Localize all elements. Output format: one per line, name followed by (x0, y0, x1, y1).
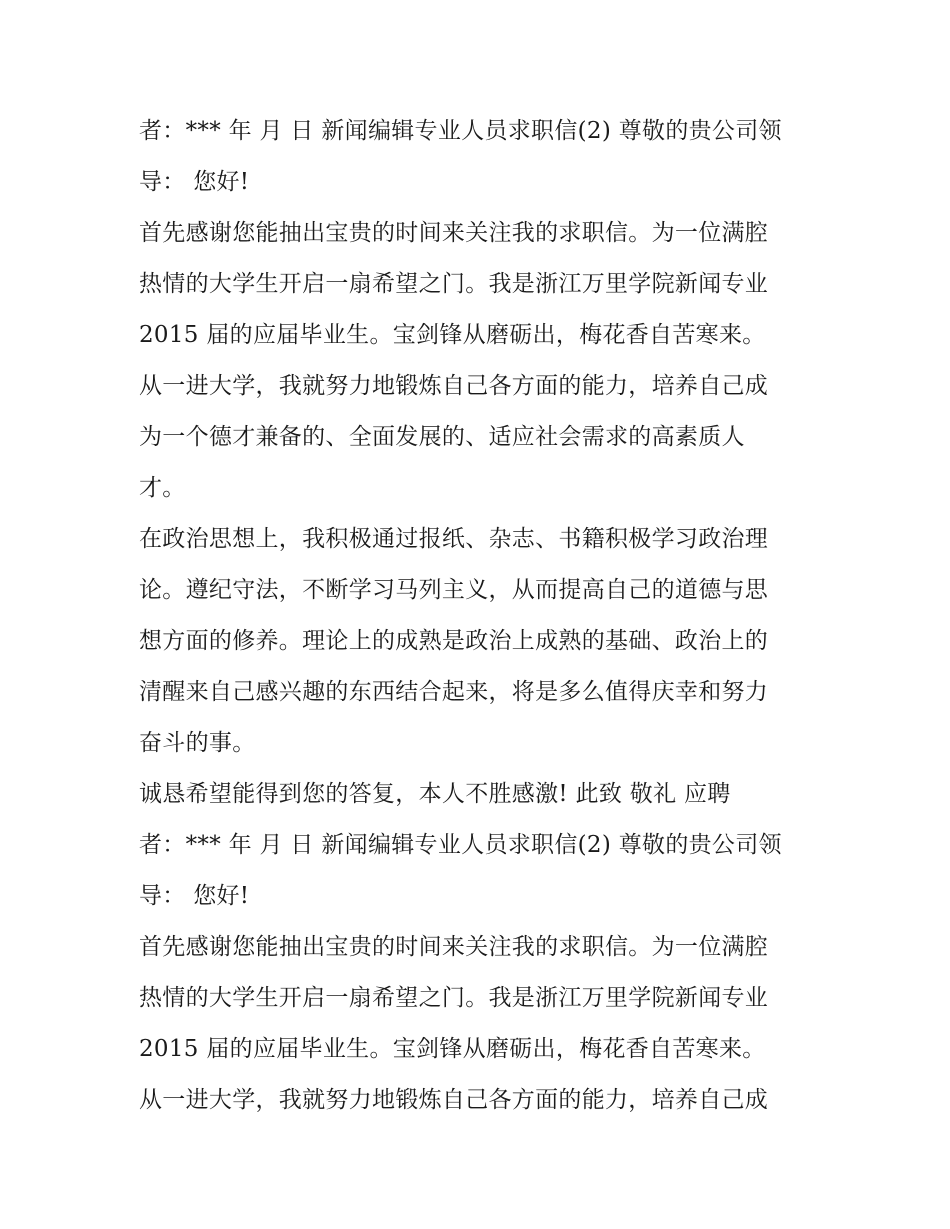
text-line: 首先感谢您能抽出宝贵的时间来关注我的求职信。为一位满腔 (139, 220, 769, 246)
text-line: 才。 (139, 475, 186, 501)
text-line: 奋斗的事。 (139, 730, 256, 756)
text-line: 者：*** 年 月 日 新闻编辑专业人员求职信(2) 尊敬的贵公司领 (139, 832, 782, 858)
text-line: 为一个德才兼备的、全面发展的、适应社会需求的高素质人 (139, 424, 745, 450)
text-line: 导： 您好! (139, 883, 250, 909)
text-line: 导： 您好! (139, 169, 250, 195)
text-line: 2015 届的应届毕业生。宝剑锋从磨砺出，梅花香自苦寒来。 (139, 322, 766, 348)
text-line: 者：*** 年 月 日 新闻编辑专业人员求职信(2) 尊敬的贵公司领 (139, 118, 782, 144)
text-line: 想方面的修养。理论上的成熟是政治上成熟的基础、政治上的 (139, 628, 769, 654)
text-line: 热情的大学生开启一扇希望之门。我是浙江万里学院新闻专业 (139, 271, 769, 297)
letter-body (139, 106, 829, 1126)
text-line: 从一进大学，我就努力地锻炼自己各方面的能力，培养自己成 (139, 1087, 769, 1113)
text-line: 在政治思想上，我积极通过报纸、杂志、书籍积极学习政治理 (139, 526, 769, 552)
text-line: 2015 届的应届毕业生。宝剑锋从磨砺出，梅花香自苦寒来。 (139, 1036, 766, 1062)
text-line: 首先感谢您能抽出宝贵的时间来关注我的求职信。为一位满腔 (139, 934, 769, 960)
text-line: 清醒来自己感兴趣的东西结合起来，将是多么值得庆幸和努力 (139, 679, 769, 705)
text-line: 论。遵纪守法，不断学习马列主义，从而提高自己的道德与思 (139, 577, 769, 603)
text-line: 从一进大学，我就努力地锻炼自己各方面的能力，培养自己成 (139, 373, 769, 399)
text-line: 热情的大学生开启一扇希望之门。我是浙江万里学院新闻专业 (139, 985, 769, 1011)
text-line: 诚恳希望能得到您的答复，本人不胜感激! 此致 敬礼 应聘 (139, 781, 731, 807)
